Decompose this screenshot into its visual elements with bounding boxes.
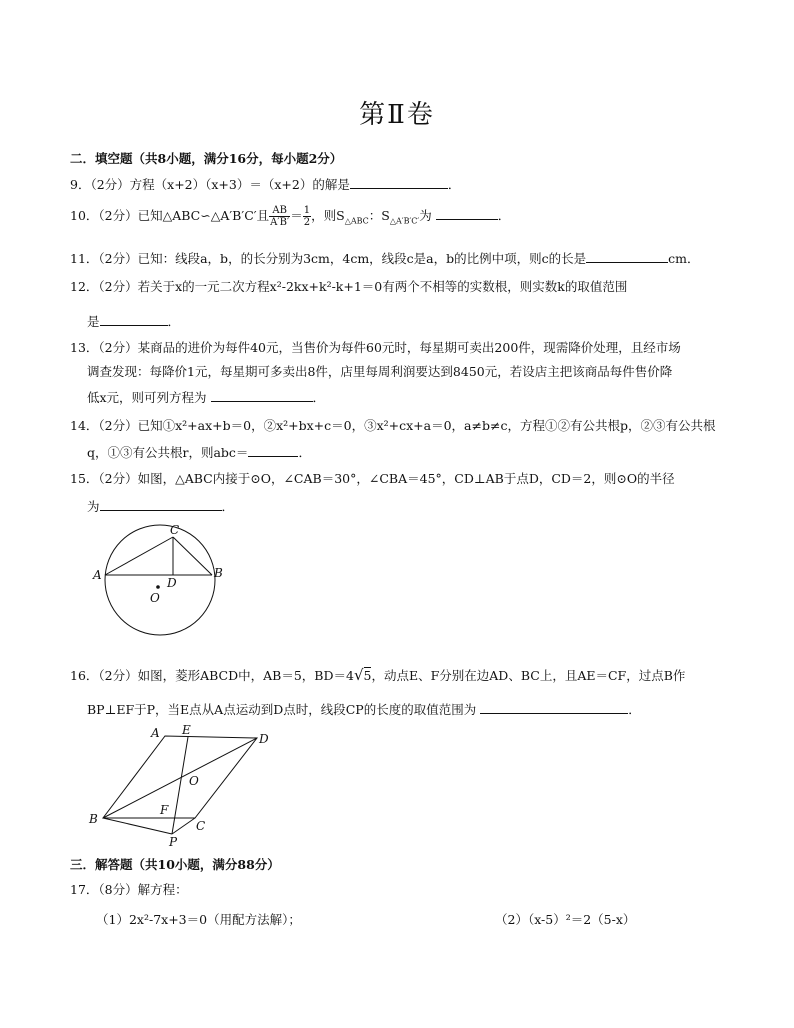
answer-blank — [211, 389, 313, 402]
section-fill-blank-heading: 二．填空题（共8小题，满分16分，每小题2分） — [70, 151, 343, 166]
label-c: C — [196, 819, 206, 833]
question-16-line2: BP⊥EF于P，当E点从A点运动到D点时，线段CP的长度的取值范围为 ． — [87, 702, 641, 717]
segment-ep — [172, 737, 188, 834]
diagonal-bd — [103, 738, 257, 818]
segment-cb — [173, 537, 212, 575]
question-11-text: 11．（2分）已知：线段a，b，的长分别为3cm，4cm，线段c是a，b的比例中项，则c的长是 — [70, 251, 587, 266]
label-p: P — [169, 835, 178, 849]
label-d: D — [259, 732, 269, 746]
question-11: 11．（2分）已知：线段a，b，的长分别为3cm，4cm，线段c是a，b的比例中项，则c的长是 cm． — [70, 251, 700, 266]
question-9 — [70, 176, 460, 193]
question-15-line1: 15．（2分）如图，△ABC内接于⊙O，∠CAB＝30°，∠CBA＝45°，CD⊥AB于点D，CD＝2，则⊙O的半径 — [70, 471, 675, 486]
answer-blank — [100, 498, 222, 511]
label-d: D — [167, 576, 177, 590]
label-e: E — [182, 723, 191, 737]
question-16-line1: 16．（2分）如图，菱形ABCD中，AB＝5，BD＝4√5，动点E、F分别在边AD、BC上，且AE＝CF，过点B作 — [70, 666, 686, 684]
page-title: 第Ⅱ卷 — [359, 100, 435, 130]
label-b: B — [89, 812, 98, 826]
question-12-line1: 12．（2分）若关于x的一元二次方程x²-2kx+k²-k+1＝0有两个不相等的实数根，则实数k的取值范围 — [70, 279, 628, 294]
question-14-line1: 14．（2分）已知①x²+ax+b＝0，②x²+bx+c＝0，③x²+cx+a＝0，a≠b≠c，方程①②有公共根p，②③有公共根 — [70, 418, 716, 433]
question-10-text: 10．（2分）已知△ABC∽△A′B′C′且 — [70, 208, 270, 223]
segment-bp — [103, 818, 172, 834]
section-solve-heading: 三．解答题（共10小题，满分88分） — [70, 857, 280, 872]
ratio-fraction: $\frac{AB}{A'B'}$ — [270, 205, 290, 228]
sqrt-radical: √ — [353, 666, 364, 684]
segment-ac — [105, 537, 173, 575]
half-fraction: $\frac{1}{2}$ — [303, 205, 311, 228]
question-9-text: 9．（2分）方程（x+2）（x+3）＝（x+2）的解是 — [70, 177, 350, 192]
question-13-line2: 调查发现：每降价1元，每星期可多卖出8件，店里每周利润要达到8450元，若设店主把该商品每件售价降 — [87, 364, 673, 379]
question-9-end: ． — [447, 177, 461, 192]
question-12-line2: 是 ． — [87, 314, 181, 329]
question-17-part1: （1）2x²-7x+3＝0（用配方法解）； — [96, 912, 301, 927]
segment-pc — [172, 818, 195, 834]
answer-blank — [586, 250, 668, 263]
question-17-part2: （2）（x-5）²＝2（5-x） — [495, 912, 636, 927]
question-14-line2: q，①③有公共根r，则abc＝ ． — [87, 445, 311, 460]
answer-blank — [436, 207, 498, 220]
label-o: O — [150, 591, 160, 605]
label-a: A — [93, 568, 102, 582]
label-b: B — [214, 566, 223, 580]
circle-triangle-figure — [90, 520, 230, 650]
answer-blank — [480, 701, 628, 714]
question-15-line2: 为 ． — [87, 499, 235, 514]
question-17-heading: 17．（8分）解方程： — [70, 882, 188, 897]
center-point-o — [156, 585, 160, 589]
circle-o — [105, 525, 215, 635]
question-13-line1: 13．（2分）某商品的进价为每件40元，当售价为每件60元时，每星期可卖出200件，现需降价处理，且经市场 — [70, 340, 681, 355]
answer-blank — [248, 444, 298, 457]
rhombus-figure — [85, 722, 285, 847]
question-13-line3: 低x元，则可列方程为 ． — [87, 390, 326, 405]
label-f: F — [160, 803, 169, 817]
answer-blank — [100, 313, 168, 326]
sqrt-argument: 5 — [363, 668, 372, 683]
label-a: A — [151, 726, 160, 740]
question-10: 10．（2分）已知△ABC∽△A′B′C′且 $\frac{AB}{A'B'}$ ＝ $\frac{1}{2}$ ，则$S_{\triangle ABC}$：$S_{\triangle A'B'C'}$为 ． — [70, 205, 511, 228]
label-o: O — [189, 774, 199, 788]
label-c: C — [170, 523, 180, 537]
answer-blank — [350, 176, 448, 189]
